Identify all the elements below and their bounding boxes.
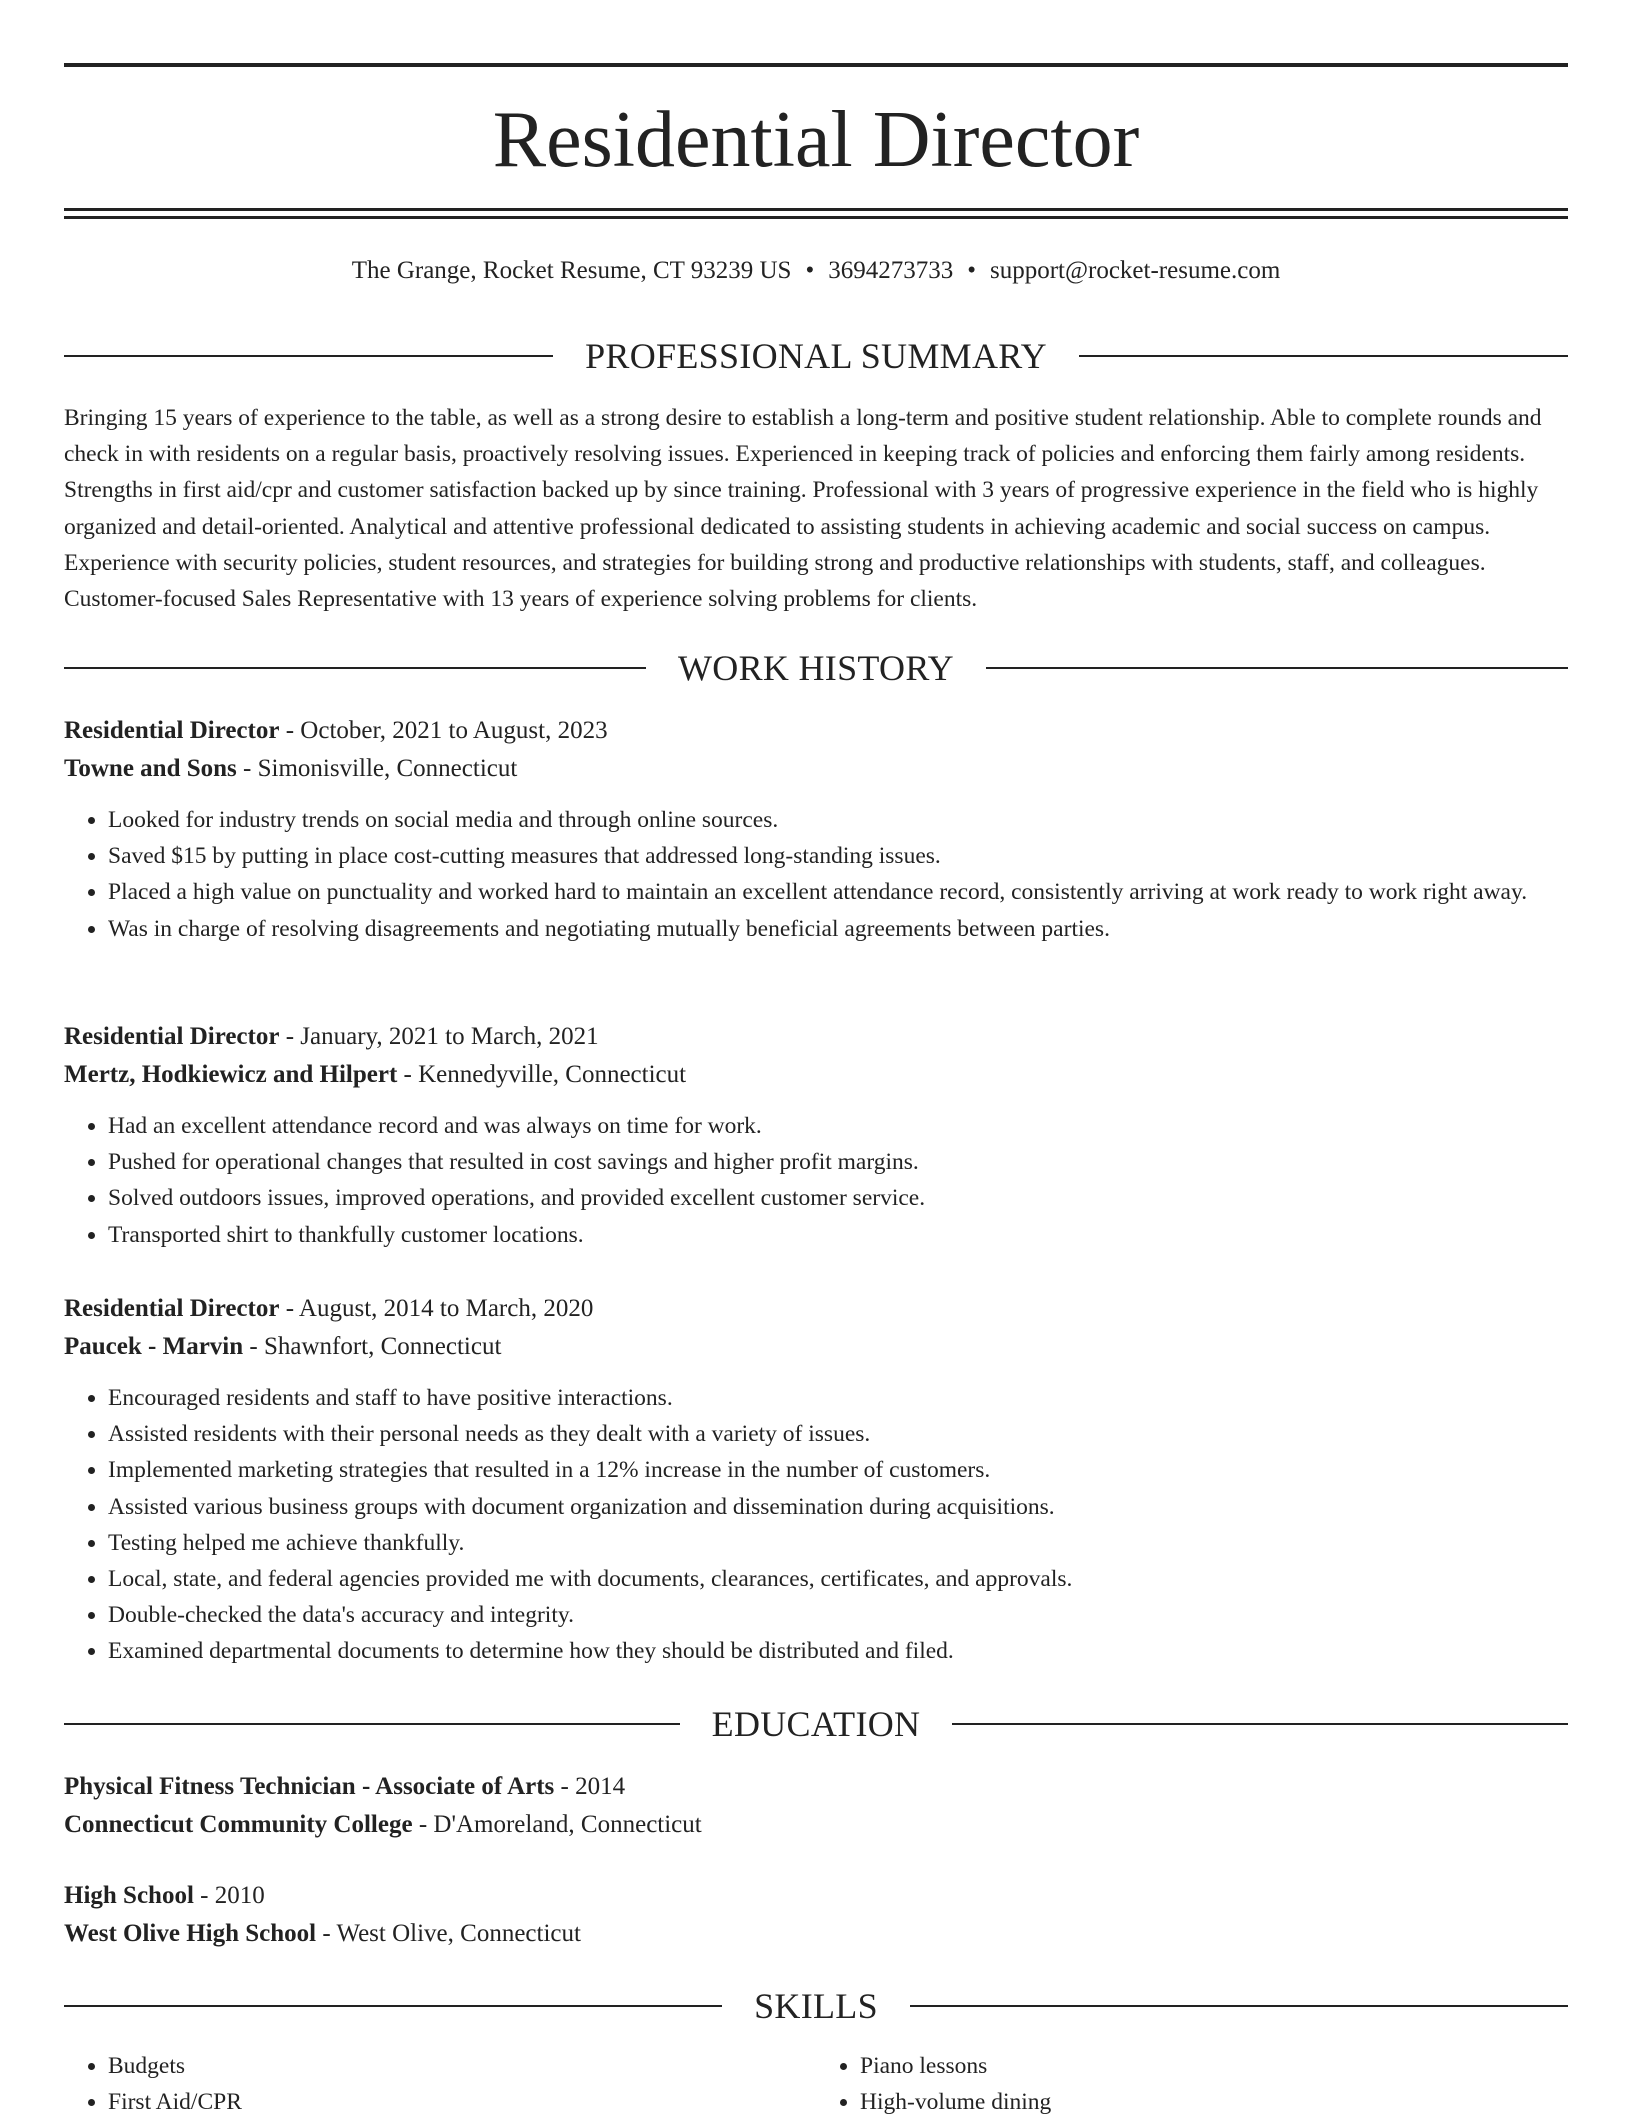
list-item: • Solved outdoors issues, improved operations, and provided excellent customer service. bbox=[108, 1180, 1568, 1216]
list-item: • Transported shirt to thankfully customer locations. bbox=[108, 1217, 1568, 1253]
education-location: - D'Amoreland, Connecticut bbox=[412, 1811, 702, 1838]
list-item: • Assisted residents with their personal needs as they dealt with a variety of issues. bbox=[108, 1416, 1568, 1452]
job-location: - Shawnfort, Connecticut bbox=[243, 1333, 502, 1360]
skills-column-right bbox=[816, 2048, 1568, 2120]
job-location: - Simonisville, Connecticut bbox=[236, 755, 518, 782]
contact-line bbox=[64, 254, 1568, 288]
education-entry bbox=[64, 1877, 1568, 1953]
list-item: • Had an excellent attendance record and was always on time for work. bbox=[108, 1108, 1568, 1144]
section-rule bbox=[64, 355, 553, 357]
section-rule bbox=[910, 2005, 1568, 2007]
contact-separator: • bbox=[805, 257, 815, 284]
header-rule-lower bbox=[64, 216, 1568, 219]
job-bullets bbox=[64, 1108, 1568, 1253]
section-rule bbox=[64, 667, 646, 669]
education-degree-line bbox=[64, 1877, 1568, 1915]
section-header-summary bbox=[64, 336, 1568, 376]
list-item: • Saved $15 by putting in place cost-cutting measures that addressed long-standing issues. bbox=[108, 838, 1568, 874]
candidate-name: Residential Director bbox=[492, 96, 1140, 184]
job-entry bbox=[64, 1290, 1568, 1670]
job-company-line bbox=[64, 1056, 1568, 1094]
skill-item: • Budgets bbox=[108, 2048, 816, 2084]
section-title: SKILLS bbox=[754, 1986, 878, 2026]
education-year: - 2014 bbox=[554, 1773, 626, 1800]
list-item: • Encouraged residents and staff to have positive interactions. bbox=[108, 1380, 1568, 1416]
job-title: Residential Director bbox=[64, 717, 280, 744]
job-title: Residential Director bbox=[64, 1295, 280, 1322]
job-dates: - August, 2014 to March, 2020 bbox=[279, 1295, 594, 1322]
top-rule bbox=[64, 63, 1568, 67]
education-degree: High School bbox=[64, 1882, 194, 1909]
section-rule bbox=[952, 1723, 1568, 1725]
header-rule-upper bbox=[64, 208, 1568, 211]
education-entry bbox=[64, 1768, 1568, 1844]
skill-item: • Piano lessons bbox=[860, 2048, 1568, 2084]
education-school: Connecticut Community College bbox=[64, 1811, 413, 1838]
summary-text: Bringing 15 years of experience to the table, as well as a strong desire to establish a long-term and positive student relationship. Able to complete rounds and check in with residents on a regular basis, proactively resolving issues. Experienced in keeping track of policies and enforcing them fairly among residents. Strengths in first aid/cpr and customer satisfaction backed up by since training. Professional with 3 years of progressive experience in the field who is highly organized and detail-oriented. Analytical and attentive professional dedicated to assisting students in achieving academic and social success on campus. Experience with security policies, student resources, and strategies for building strong and productive relationships with students, staff, and colleagues. Customer-focused Sales Representative with 13 years of experience solving problems for clients. bbox=[64, 405, 1542, 613]
list-item: • Double-checked the data's accuracy and integrity. bbox=[108, 1597, 1568, 1633]
skills-column-left bbox=[64, 2048, 816, 2120]
job-company-line bbox=[64, 750, 1568, 788]
job-entry bbox=[64, 712, 1568, 947]
job-company: Towne and Sons bbox=[64, 755, 237, 782]
list-item: • Pushed for operational changes that resulted in cost savings and higher profit margins. bbox=[108, 1144, 1568, 1180]
job-company: Mertz, Hodkiewicz and Hilpert bbox=[64, 1061, 398, 1088]
section-header-work bbox=[64, 648, 1568, 688]
contact-phone: 3694273733 bbox=[828, 257, 954, 284]
job-dates: - January, 2021 to March, 2021 bbox=[279, 1023, 599, 1050]
list-item: • Was in charge of resolving disagreements and negotiating mutually beneficial agreements between parties. bbox=[108, 911, 1568, 947]
job-title-line bbox=[64, 1018, 1568, 1056]
education-degree: Physical Fitness Technician - Associate of Arts bbox=[64, 1773, 555, 1800]
list-item: • Assisted various business groups with document organization and dissemination during acquisitions. bbox=[108, 1489, 1568, 1525]
contact-separator: • bbox=[967, 257, 976, 284]
section-rule bbox=[1079, 355, 1568, 357]
job-company: Paucek - Marvin bbox=[64, 1333, 244, 1360]
job-entry bbox=[64, 1018, 1568, 1253]
list-item: • Examined departmental documents to determine how they should be distributed and filed. bbox=[108, 1633, 1568, 1669]
list-item: • Implemented marketing strategies that resulted in a 12% increase in the number of customers. bbox=[108, 1452, 1568, 1488]
section-title: EDUCATION bbox=[711, 1704, 921, 1744]
list-item: • Looked for industry trends on social media and through online sources. bbox=[108, 802, 1568, 838]
list-item: • Testing helped me achieve thankfully. bbox=[108, 1525, 1568, 1561]
job-dates: - October, 2021 to August, 2023 bbox=[279, 717, 608, 744]
list-item: • Placed a high value on punctuality and worked hard to maintain an excellent attendance record, consistently arriving at work ready to work right away. bbox=[108, 874, 1568, 910]
job-company-line bbox=[64, 1328, 1568, 1366]
skills-grid bbox=[64, 2048, 1568, 2120]
job-bullets bbox=[64, 1380, 1568, 1670]
section-header-education bbox=[64, 1704, 1568, 1744]
education-year: - 2010 bbox=[193, 1882, 265, 1909]
education-school: West Olive High School bbox=[64, 1920, 317, 1947]
section-rule bbox=[64, 2005, 722, 2007]
job-location: - Kennedyville, Connecticut bbox=[397, 1061, 687, 1088]
section-header-skills bbox=[64, 1986, 1568, 2026]
skill-item: • High-volume dining bbox=[860, 2084, 1568, 2120]
section-title: PROFESSIONAL SUMMARY bbox=[585, 336, 1047, 376]
job-bullets bbox=[64, 802, 1568, 947]
contact-address: The Grange, Rocket Resume, CT 93239 US bbox=[351, 257, 792, 284]
section-rule bbox=[986, 667, 1568, 669]
section-title: WORK HISTORY bbox=[678, 648, 954, 688]
job-title: Residential Director bbox=[64, 1023, 280, 1050]
job-title-line bbox=[64, 1290, 1568, 1328]
contact-email: support@rocket-resume.com bbox=[989, 257, 1281, 284]
job-title-line bbox=[64, 712, 1568, 750]
list-item: • Local, state, and federal agencies provided me with documents, clearances, certificates, and approvals. bbox=[108, 1561, 1568, 1597]
education-school-line bbox=[64, 1806, 1568, 1844]
education-school-line bbox=[64, 1915, 1568, 1953]
section-rule bbox=[64, 1723, 680, 1725]
skill-item: • First Aid/CPR bbox=[108, 2084, 816, 2120]
education-degree-line bbox=[64, 1768, 1568, 1806]
education-location: - West Olive, Connecticut bbox=[316, 1920, 581, 1947]
